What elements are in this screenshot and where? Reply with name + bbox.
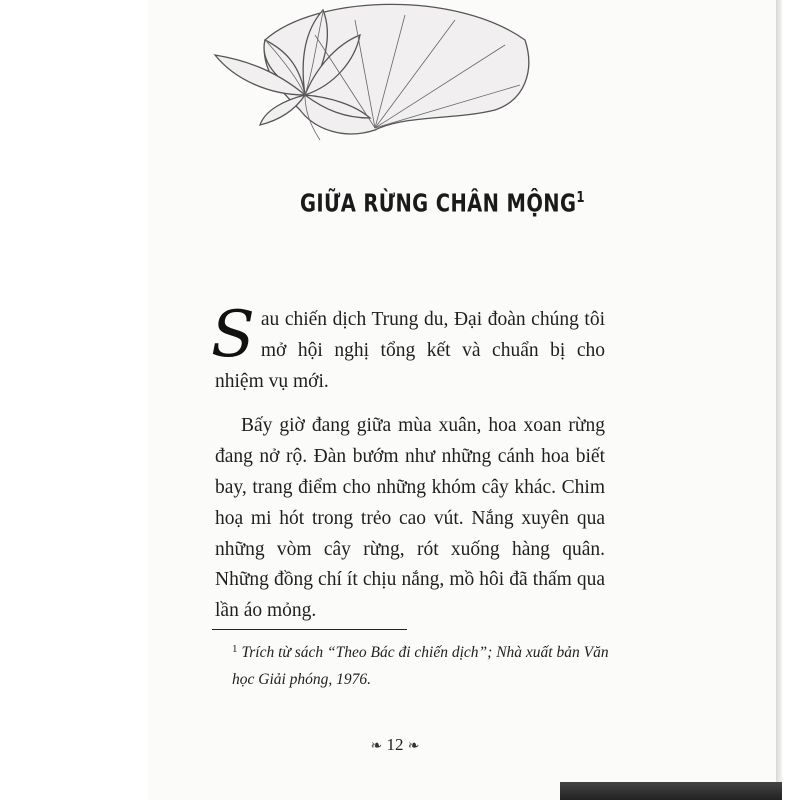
footnote-number: 1 bbox=[232, 643, 238, 655]
paragraph-1-text: au chiến dịch Trung du, Đại đoàn chúng tôi mở hội nghị tổng kết và chuẩn bị cho nhiệm vụ mới. bbox=[215, 309, 605, 392]
body-text bbox=[211, 298, 605, 627]
footnote-divider bbox=[212, 629, 407, 630]
chapter-title-text: GIỮA RỪNG CHÂN MỘNG bbox=[300, 188, 577, 218]
page-number-text: 12 bbox=[386, 735, 404, 754]
page-edge-shadow bbox=[560, 782, 782, 800]
swirl-right-icon: ❧ bbox=[407, 739, 420, 754]
title-footnote-mark: 1 bbox=[576, 188, 585, 206]
dropcap: S bbox=[211, 298, 255, 372]
footnote-text: Trích từ sách “Theo Bác đi chiến dịch”; Nhà xuất bản Văn học Giải phóng, 1976. bbox=[232, 644, 609, 688]
paragraph-1 bbox=[211, 298, 605, 397]
swirl-left-icon: ❧ bbox=[370, 739, 383, 754]
page-edge bbox=[776, 0, 782, 800]
page-number bbox=[360, 735, 430, 755]
footnote bbox=[232, 640, 612, 692]
lotus-ornament-icon bbox=[205, 0, 545, 145]
paragraph-2: Bấy giờ đang giữa mùa xuân, hoa xoan rừng đang nở rộ. Đàn bướm như những cánh hoa biết bay, trang điểm cho những khóm cây khác. Chim hoạ mi hót trong trẻo cao vút. Nắng xuyên qua những vòm cây rừng, rót xuống hàng quân. Những đồng chí ít chịu nắng, mồ hôi đã thấm qua lần áo mỏng. bbox=[215, 415, 605, 622]
chapter-title bbox=[300, 188, 585, 218]
